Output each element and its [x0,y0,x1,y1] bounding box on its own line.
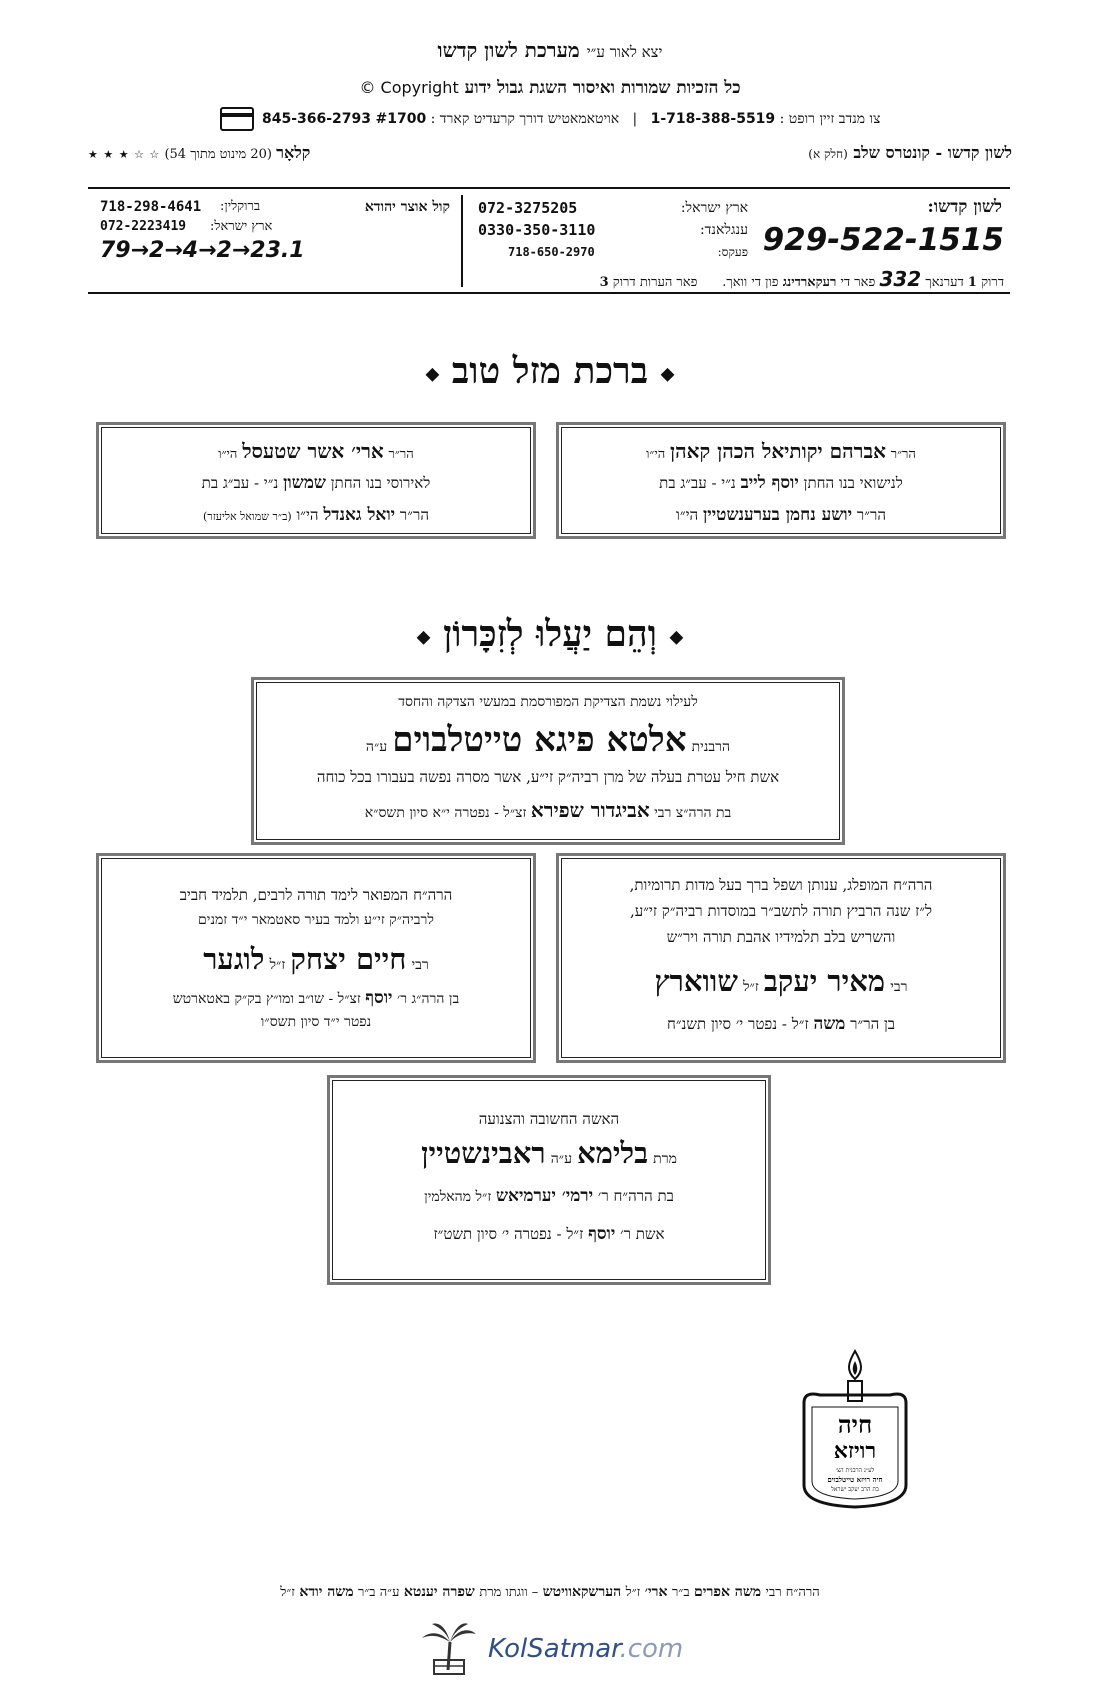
footer-name: ארי׳ [644,1584,668,1600]
instr-text-2: דערנאך [925,275,964,290]
main-phone[interactable]: 929-522-1515 [762,222,1004,258]
title-prefix: רבי [411,957,429,973]
mt-right-line1 [559,439,1003,464]
date-text: ז״ל - נפטר י׳ סיון תשנ״ח [666,1015,809,1033]
line-text: לאירוסי בנו החתן [330,474,431,492]
footer-name: הערשקאוויטש [542,1584,622,1600]
footer-part: הרה״ח רבי [765,1585,820,1600]
site-name [488,1634,683,1664]
england-label: ענגלאנד: [699,222,748,238]
mem-top-line4 [254,798,842,823]
footer-name: שפרה יענטא [403,1584,475,1600]
mem-left-line3 [99,942,533,977]
title-prefix: בן הרה״ג ר׳ [396,991,460,1007]
phone-instructions [388,267,1004,289]
credit-card-extension: #1700 [375,111,427,127]
mem-top-line1: לעילוי נשמת הצדיקת המפורסמת במעשי הצדקה והחסד [398,694,698,710]
mt-left-line3 [99,505,533,525]
phones-title: לשון קדשו: [927,197,1002,217]
publisher-name: מערכת לשון קדשו [437,38,580,62]
mem-bottom-line1: האשה החשובה והצנועה [478,1110,620,1128]
mem-top-line2 [254,720,842,760]
memorial-box-top [251,677,845,845]
mem-right-line5 [559,1014,1003,1034]
lineage: (ב״ר שמואל אליעזר) [203,510,292,523]
title-suffix: ז״ל [269,957,286,973]
logo-line2: רויזא [833,1438,877,1464]
date-text: ז״ל - נפטרה י׳ סיון תשט״ז [433,1225,584,1243]
bullet-icon: ◆ [660,363,675,385]
surname: ראבינשטיין [421,1136,546,1170]
person-name: אברהם יקותיאל הכהן קאהן [670,439,886,463]
line-text: נ״י - עב״ג בת [659,474,736,492]
footer-part: ע״ה ב״ר [357,1585,400,1600]
father-name: ירמי׳ יערמיאש [496,1186,594,1206]
mem-right-line4 [559,964,1003,999]
title-suffix: ז״ל [742,979,759,995]
footer-name: משה אפרים [694,1584,762,1600]
instr-text-3: פאר די [840,275,876,290]
footer-part: ז״ל [625,1585,641,1600]
clarity-rating [88,143,310,163]
title-prefix: הרבנית [691,739,731,755]
logo-small3: בת הרב יעקב ישראל [831,1486,879,1493]
groom-name: שמשון [283,473,326,493]
instr-num-2: 332 [879,267,922,291]
title-suffix: ע״ה [365,739,388,755]
israel2-label: ארץ ישראל: [210,219,273,234]
england-phone[interactable]: 0330-350-3110 [478,221,596,239]
site-tld: .com [619,1634,684,1664]
memorial-box-left [96,853,536,1063]
fax-label: פעקס: [717,245,748,259]
title-suffix: הי״ו [218,447,238,462]
mem-bottom-line4 [330,1224,768,1244]
publisher-prefix: יצא לאור ע״י [586,43,663,61]
title-suffix: ע״ה [550,1151,573,1167]
mem-right-line2: ל״ז שנה הרביץ תורה לתשב״ר במוסדות רביה״ק זי״ע, [629,902,933,920]
israel2-phone[interactable]: 072-2223419 [100,219,187,234]
instr-bold: רעקארדינג [782,275,837,290]
line-text: נ״י - עב״ג בת [201,474,279,492]
bullet-icon: ◆ [416,626,431,648]
father-name: אביגדור שפירא [530,798,650,822]
donate-phone-label: צו מנדב זיין רופט : [779,111,881,127]
mem-left-line2: לרביה״ק זי״ע ולמד בעיר סאטמאר י״ד זמנים [198,912,434,928]
instr-text-1: דרוק [981,275,1004,290]
title-prefix: בת הרה״ח ר׳ [597,1187,674,1205]
husband-name: יוסף [588,1224,616,1244]
bullet-icon: ◆ [669,626,684,648]
donation-line [0,107,1100,131]
israel-label: ארץ ישראל: [680,200,748,216]
mazel-tov-title: ברכת מזל טוב [451,350,649,392]
surname: שווארץ [654,964,738,998]
instr-num-3: 3 [599,275,609,290]
date-text: זצ״ל - נפטרה י״א סיון תשס״א [364,805,527,821]
section-title-text: לשון קדשו - קונטרס [885,143,1012,162]
title-prefix: אשת ר׳ [620,1225,665,1243]
footer-part: – ווגתו מרת [479,1585,539,1600]
footer-part: ז״ל [280,1585,295,1600]
section-title-bold: שלב [853,143,880,162]
title-prefix: הר״ר [388,447,414,462]
title-prefix: רבי [890,979,908,995]
person-name: אלטא פיגא טייטלבוים [392,720,687,760]
rights-text: כל הזכיות שמורות ואיסור השגת גבול ידוע [464,78,741,98]
section-part: (חלק א) [808,147,848,161]
title-prefix: הר״ר [890,447,916,462]
kol-label: קול אוצר יהודא [364,199,450,215]
footer-part: ב״ר [672,1585,690,1600]
instr-text-4: פון די וואך. [722,275,779,290]
title-suffix: הי״ו [296,506,319,524]
site-main: KolSatmar [488,1634,620,1664]
groom-name: יוסף לייב [740,473,799,493]
credit-card-icon [220,107,254,131]
brooklyn-label: ברוקלין: [220,199,261,214]
copyright-line [0,78,1100,98]
kol-otzar-phones [100,197,450,263]
mem-bottom-line3 [330,1186,768,1206]
mem-left-line1: הרה״ח המפואר לימד תורה לרבים, תלמיד חביב [179,886,453,904]
lineage: ז״ל מהאלמין [424,1189,492,1205]
memorial-title: וְהֵם יַעֲלוּ לְזִכָּרוֹן [443,613,657,655]
footer-dedication [0,1584,1100,1601]
title-prefix: הר״ר [856,506,886,524]
mem-left-line4 [99,988,533,1008]
mt-left-line1 [99,439,533,464]
title-prefix: בן הר״ר [850,1015,896,1033]
line-text: לנישואי בנו החתן [803,474,903,492]
separator: | [632,111,638,127]
instr-num-1: 1 [967,275,977,290]
logo-small1: לע״נ הרבנית הצ׳ [835,1467,875,1474]
title-prefix: בת הרה״צ רבי [654,805,732,821]
credit-card-label: אויטאמאטיש דורך קרעדיט קארד : [430,111,620,127]
palm-tree-icon [418,1620,478,1676]
brooklyn-phone[interactable]: 718-298-4641 [100,199,202,215]
phone-box [88,187,1010,294]
credit-card-phone[interactable]: 845-366-2793 [261,111,372,127]
time-label: (20 מינוט מתוך 54) [164,147,272,162]
footer-name: משה יודא [299,1584,354,1600]
title-suffix: הי״ו [646,447,666,462]
title-prefix: מרת [653,1151,677,1167]
candle-logo-icon [790,1345,920,1520]
copyright-text: Copyright © [359,78,459,97]
title-prefix: הר״ר [399,506,429,524]
section-title [808,143,1012,163]
person-name: חיים יצחק [290,942,407,976]
mt-right-line3 [559,505,1003,525]
mazel-tov-box-left [96,422,536,539]
publisher-line [0,38,1100,63]
mem-right-line3: והשריש בלב תלמידיו אהבת תורה ויר״ש [666,928,896,946]
memorial-box-right [556,853,1006,1063]
mazel-tov-box-right [556,422,1006,539]
menu-sequence: 79→2→4→2→23.1 [100,238,305,263]
logo-small2: חיה רויזא טייטלבוים [827,1475,883,1484]
clarity-label: קלאָר [276,143,311,162]
person-name: יואל גאנדל [323,505,396,525]
person-name: מאיר יעקב [763,964,886,998]
intl-phones [478,197,748,263]
donate-phone[interactable]: 1-718-388-5519 [650,111,776,127]
section-info-line [88,143,1012,167]
person-name: ארי׳ אשר שטעסל [242,439,384,463]
mt-left-line2 [99,473,533,493]
israel-phone[interactable]: 072-3275205 [478,199,578,217]
mem-right-line1: הרה״ח המופלג, ענותן ושפל ברך בעל מדות תרומיות, [629,876,933,894]
father-name: משה [813,1014,846,1034]
surname: לוגער [203,942,265,976]
mazel-tov-heading [0,350,1100,392]
mem-left-line5: נפטר י״ד סיון תשס״ו [260,1014,372,1030]
memorial-box-bottom [327,1075,771,1285]
person-name: יושע נחמן בערענשטיין [702,505,853,525]
title-suffix: הי״ו [676,506,699,524]
father-name: יוסף [365,988,393,1008]
mem-top-line3: אשת חיל עטרת בעלה של מרן רביה״ק זי״ע, אשר מסרה נפשה בעבורו בכל כוחה [316,768,780,786]
mem-bottom-line2 [330,1136,768,1171]
position-text: זצ״ל - שו״ב ומו״ץ בק״ק באטארטש [172,991,361,1007]
logo-line1: חיה [837,1410,873,1439]
mt-right-line2 [559,473,1003,493]
bullet-icon: ◆ [425,363,440,385]
memorial-heading [0,613,1100,655]
instr-text-5: פאר הערות דרוק [612,275,698,290]
fax-phone[interactable]: 718-650-2970 [508,245,595,259]
person-name: בלימא [577,1136,649,1170]
kolsatmar-brand[interactable] [418,1620,708,1676]
star-rating-icon: ★ ★ ★ ☆ ☆ [88,148,161,161]
